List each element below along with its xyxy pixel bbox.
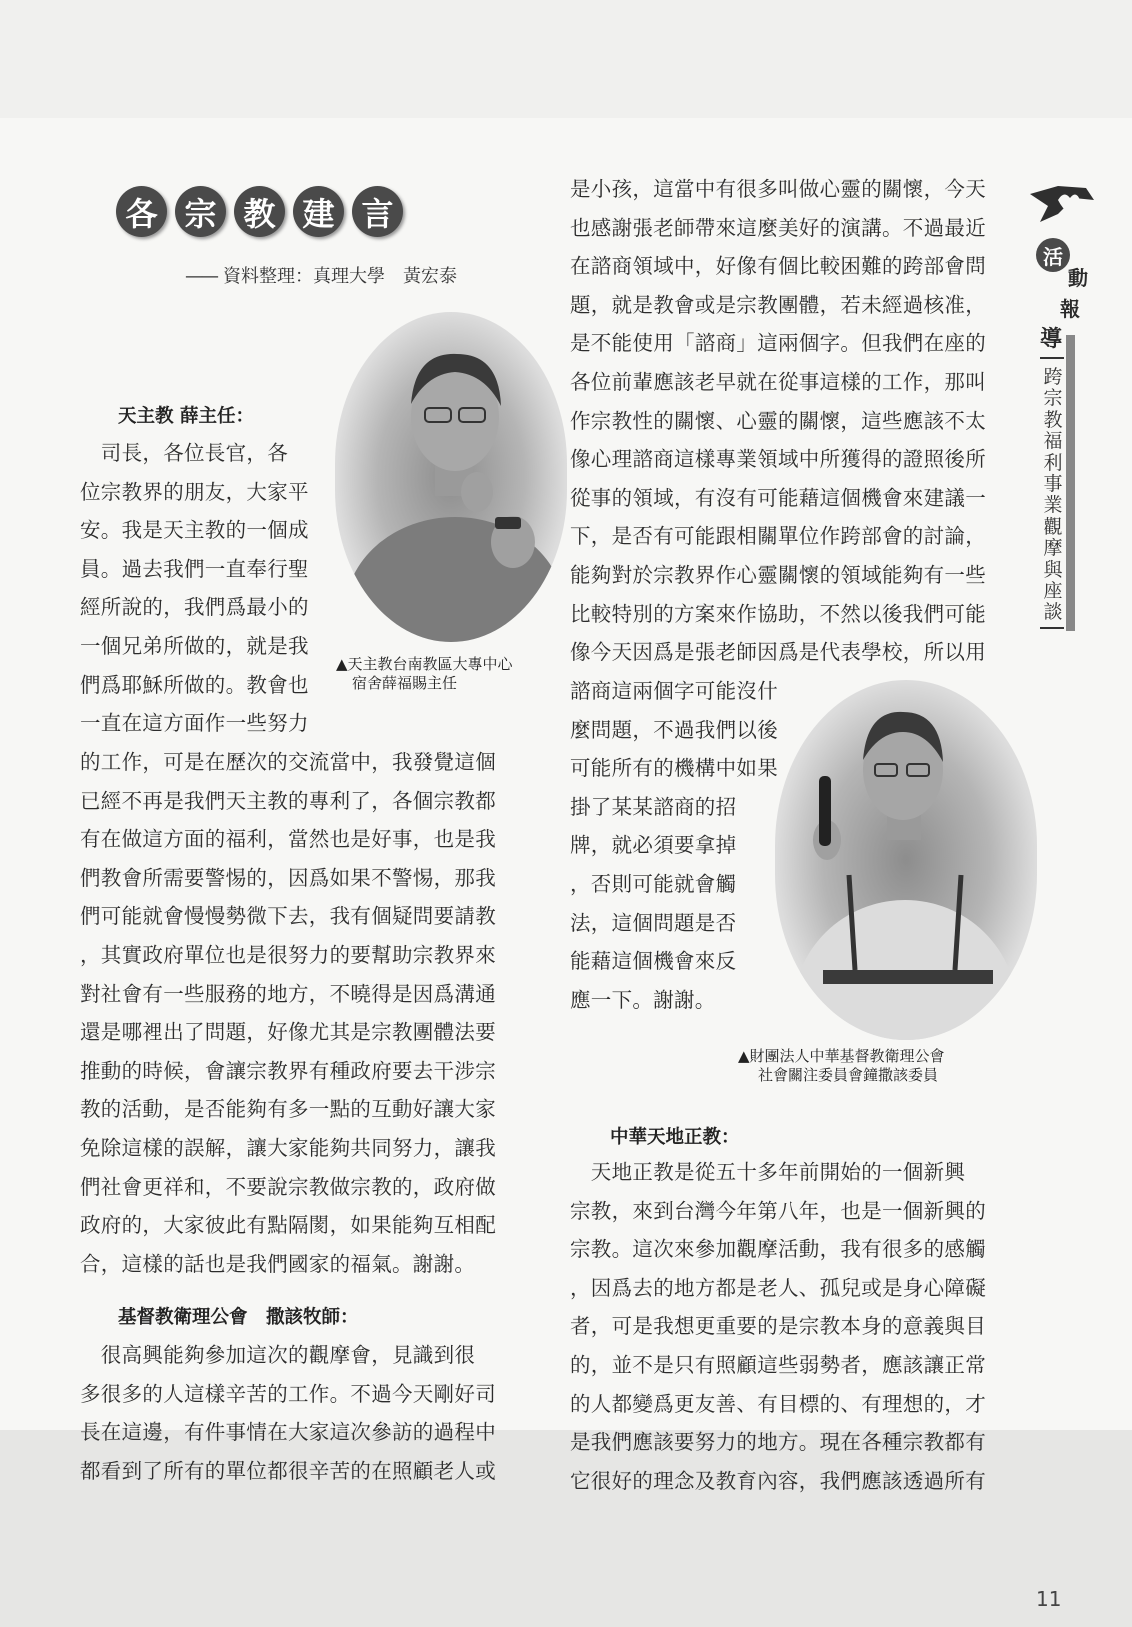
text-line: 們社會更祥和，不要說宗教做宗教的，政府做 [80,1174,496,1199]
text-line: ，否則可能就會觸 [570,871,737,896]
text-line: 是不能使用「諮商」這兩個字。但我們在座的 [570,331,986,356]
text-line: 員。過去我們一直奉行聖 [80,556,309,581]
section2-paragraph [80,1336,496,1490]
section-label-rule-bottom [1040,627,1064,629]
hands-heart-icon [1028,180,1096,226]
photo-speaker-2 [775,680,1037,1040]
text-line: 政府的，大家彼此有點隔閡，如果能夠互相配 [80,1213,496,1238]
text-line: 一直在這方面作一些努力 [80,711,309,736]
text-line: ，因爲去的地方都是老人、孤兒或是身心障礙 [570,1275,986,1300]
text-line: 像今天因爲是張老師因爲是代表學校，所以用 [570,640,986,665]
caption-line: ▲財團法人中華基督教衛理公會 [738,1047,945,1065]
text-line: 位宗教界的朋友，大家平 [80,479,309,504]
title-char: 各 [116,186,167,237]
text-line: ，其實政府單位也是很努力的要幫助宗教界來 [80,942,496,967]
section-label-bar [1066,335,1075,631]
text-line: 已經不再是我們天主教的專利了，各個宗教都 [80,788,496,813]
section3-paragraph [570,1153,986,1500]
section-label-mid: 動 [1068,266,1088,290]
title-char: 言 [352,186,403,237]
speaker-1-illustration [335,312,567,642]
section1-long-paragraph [80,743,496,1283]
text-line: 有在做這方面的福利，當然也是好事，也是我 [80,827,496,852]
page-number: 11 [1036,1587,1062,1611]
text-line: 都看到了所有的單位都很辛苦的在照顧老人或 [80,1458,496,1483]
photo2-caption [738,1047,945,1085]
text-line: 可能所有的機構中如果 [570,756,778,781]
text-line: 者，可是我想更重要的是宗教本身的意義與目 [570,1314,986,1339]
text-line: 下，是否有可能跟相關單位作跨部會的討論， [570,524,986,549]
section1-short-paragraph [80,434,309,743]
speaker-2-illustration [775,680,1037,1040]
text-line: 諮商這兩個字可能沒什 [570,679,778,703]
section1-heading: 天主教 薛主任： [118,406,254,427]
text-line: 是小孩，這當中有很多叫做心靈的關懷，今天 [570,177,986,201]
caption-line: ▲天主教台南教區大專中心 [336,655,513,673]
text-line: 從事的領域，有沒有可能藉這個機會來建議一 [570,485,986,510]
section3-heading: 中華天地正教： [610,1127,740,1148]
top-band [0,0,1132,118]
text-line: 天地正教是從五十多年前開始的一個新興 [570,1160,966,1184]
article-title [116,186,403,237]
section-label-right: 報 [1060,297,1080,321]
section-label-rule-top [1040,357,1064,359]
text-line: 能夠對於宗教界作心靈關懷的領域能夠有一些 [570,562,986,587]
text-line: 作宗教性的關懷、心靈的關懷，這些應該不太 [570,408,986,433]
text-line: 比較特別的方案來作協助，不然以後我們可能 [570,601,986,626]
text-line: 司長，各位長官，各 [80,441,288,465]
text-line: 能藉這個機會來反 [570,949,737,974]
text-line: 應一下。謝謝。 [570,987,716,1012]
text-line: 對社會有一些服務的地方，不曉得是因爲溝通 [80,981,496,1006]
text-line: 免除這樣的誤解，讓大家能夠共同努力，讓我 [80,1135,496,1160]
text-line: 宗教。這次來參加觀摩活動，我有很多的感觸 [570,1237,986,1262]
text-line: 經所說的，我們爲最小的 [80,595,309,620]
text-line: 也感謝張老師帶來這麼美好的演講。不過最近 [570,215,986,240]
text-line: 的工作，可是在歷次的交流當中，我發覺這個 [80,750,496,774]
text-line: 合，這樣的話也是我們國家的福氣。謝謝。 [80,1251,476,1276]
credit-label: 資料整理：真理大學 黃宏泰 [223,266,457,287]
title-char: 教 [234,186,285,237]
text-line: 法，這個問題是否 [570,910,737,935]
text-line: 很高興能夠參加這次的觀摩會，見識到很 [80,1343,476,1367]
caption-line: 宿舍薛福賜主任 [352,674,458,692]
photo-speaker-1 [335,312,567,642]
text-line: 它很好的理念及教育內容，我們應該透過所有 [570,1468,986,1493]
text-line: 們教會所需要警惕的，因爲如果不警惕，那我 [80,865,496,890]
photo1-caption [336,655,513,693]
text-line: 在諮商領域中，好像有個比較困難的跨部會問 [570,254,986,279]
text-line: 是我們應該要努力的地方。現在各種宗教都有 [570,1430,986,1455]
section-label-vertical: 跨宗教福利事業觀摩與座談 [1043,366,1063,624]
text-line: 還是哪裡出了問題，好像尤其是宗教團體法要 [80,1020,496,1045]
text-line: 麼問題，不過我們以後 [570,717,778,742]
caption-line: 社會關注委員會鐘撒該委員 [758,1066,939,1084]
section2-heading: 基督教衛理公會 撒該牧師： [118,1307,359,1328]
text-line: 題，就是教會或是宗教團體，若未經過核准， [570,292,986,317]
credit-dash: —— [185,266,217,287]
section-label-top: 活 [1036,238,1070,272]
text-line: 牌，就必須要拿掉 [570,833,737,858]
text-line: 的，並不是只有照顧這些弱勢者，應該讓正常 [570,1352,986,1377]
title-char: 建 [293,186,344,237]
text-line: 宗教，來到台灣今年第八年，也是一個新興的 [570,1198,986,1223]
text-line: 們可能就會慢慢勢微下去，我有個疑問要請教 [80,904,496,929]
section2-continued-paragraph [570,170,986,672]
text-line: 各位前輩應該老早就在從事這樣的工作，那叫 [570,369,986,394]
title-char: 宗 [175,186,226,237]
text-line: 教的活動，是否能夠有多一點的互動好讓大家 [80,1097,496,1122]
text-line: 一個兄弟所做的，就是我 [80,633,309,658]
text-line: 的人都變爲更友善、有目標的、有理想的，才 [570,1391,986,1416]
section-label-bottom: 導 [1040,327,1063,352]
text-line: 長在這邊，有件事情在大家這次參訪的過程中 [80,1420,496,1445]
text-line: 推動的時候，會讓宗教界有種政府要去干涉宗 [80,1058,496,1083]
text-line: 們爲耶穌所做的。教會也 [80,672,309,697]
compiler-credit [185,262,457,288]
text-line: 掛了某某諮商的招 [570,794,737,819]
text-line: 多很多的人這樣辛苦的工作。不過今天剛好司 [80,1381,496,1406]
text-line: 像心理諮商這樣專業領域中所獲得的證照後所 [570,447,986,472]
section2-continued-short-paragraph [570,672,778,1019]
text-line: 安。我是天主教的一個成 [80,518,309,543]
